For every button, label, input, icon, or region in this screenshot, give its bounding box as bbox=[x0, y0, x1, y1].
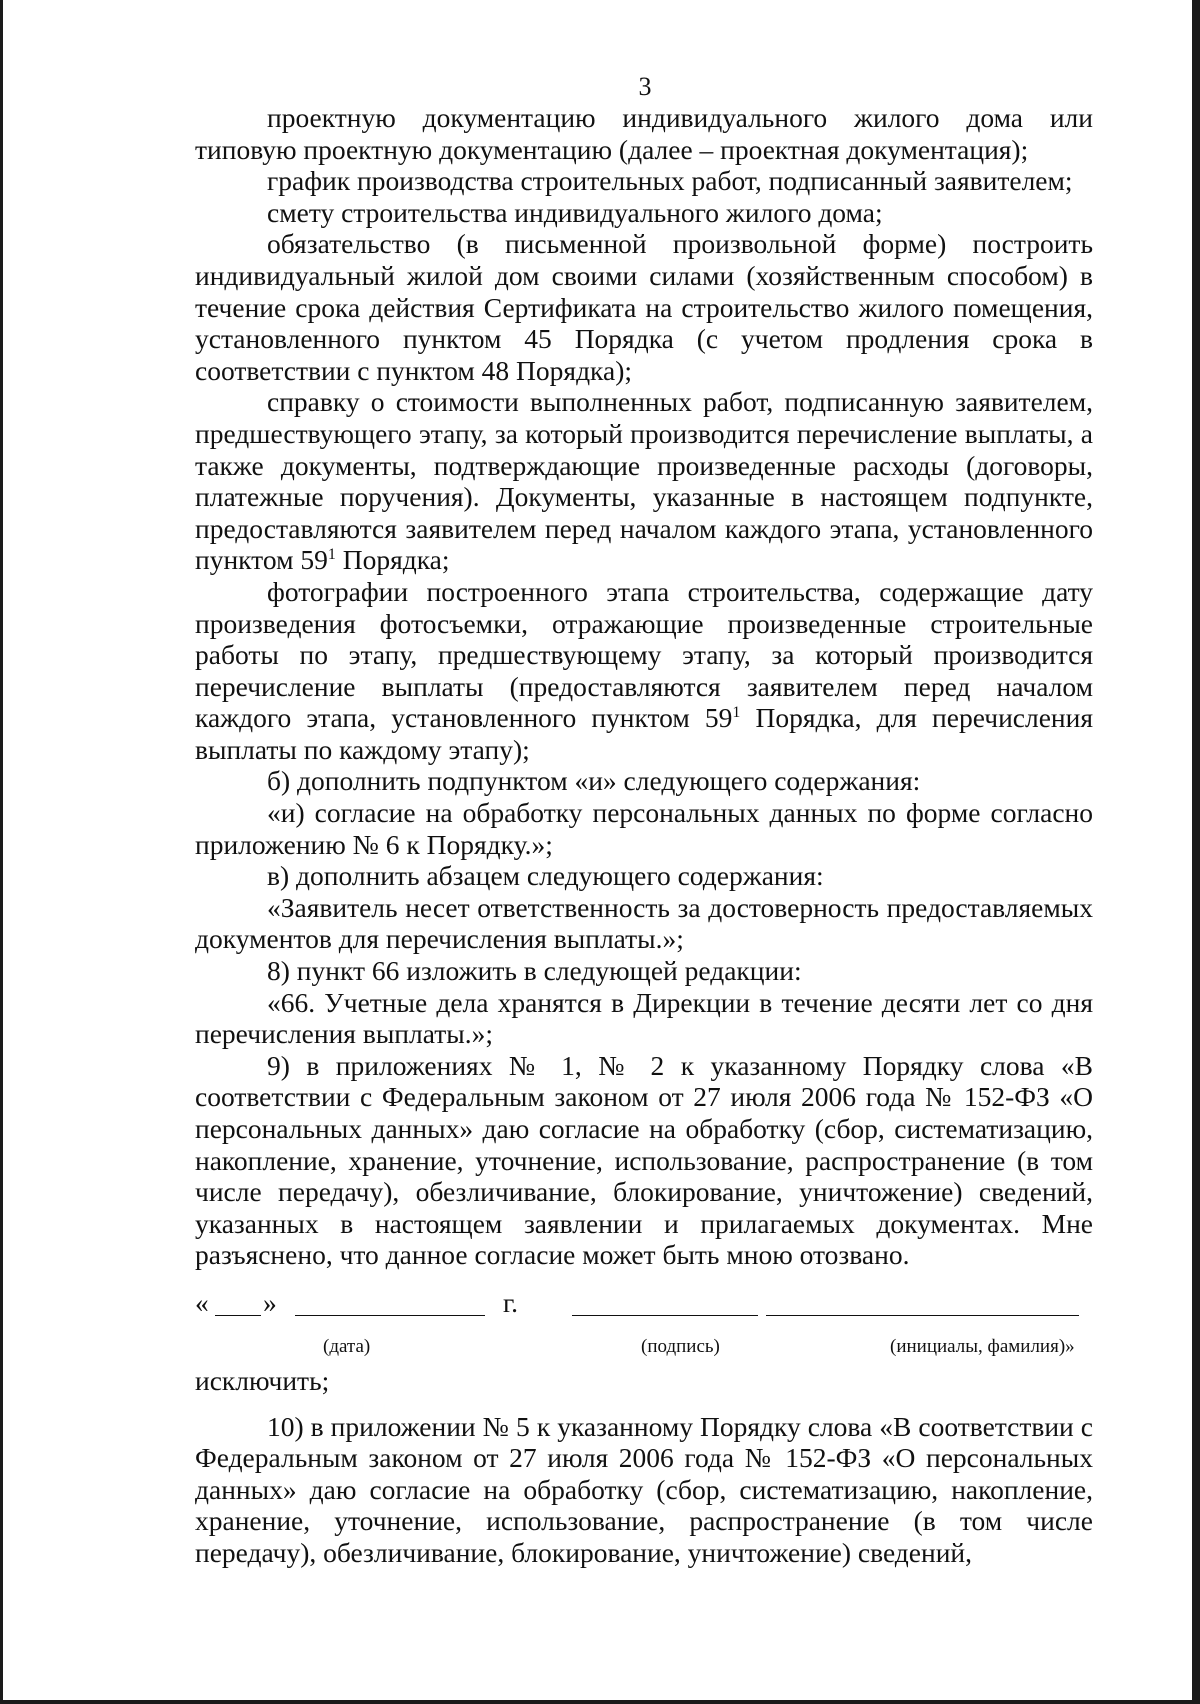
signature-captions bbox=[195, 1327, 1093, 1365]
scan-edge-bottom bbox=[0, 1700, 1200, 1704]
date-caption: (дата) bbox=[323, 1335, 371, 1357]
page-number: 3 bbox=[638, 72, 652, 101]
cost-certificate-tail: Порядка; bbox=[335, 544, 450, 576]
footnote-superscript: 1 bbox=[327, 546, 336, 564]
paragraph-exclude: исключить; bbox=[195, 1364, 330, 1396]
paragraph-project-docs: проектную документацию индивидуального жилого дома или типовую проектную документацию (далее – проектная документация); bbox=[195, 102, 1093, 165]
paragraph-obligation: обязательство (в письменной произвольной форме) построить индивидуальный жилой дом своими силами (хозяйственным способом) в течение срока действия Сертификата на строительство жилого помещения, установленного пунктом 45 Порядка (с учетом продления срока в соответствии с пунктом 48 Порядка); bbox=[195, 228, 1093, 386]
name-caption: (инициалы, фамилия)» bbox=[890, 1335, 1075, 1357]
paragraph-photos bbox=[195, 576, 1093, 766]
day-line bbox=[215, 1315, 261, 1316]
open-quote: « bbox=[195, 1286, 209, 1318]
spacer bbox=[195, 1397, 1093, 1411]
signature-line bbox=[572, 1315, 758, 1316]
document-body bbox=[195, 102, 1093, 1569]
year-suffix: г. bbox=[503, 1286, 519, 1318]
name-line bbox=[766, 1315, 1079, 1316]
paragraph-estimate: смету строительства индивидуального жилого дома; bbox=[267, 196, 883, 228]
photos-text: фотографии построенного этапа строительства, содержащие дату произведения фотосъемки, отражающие произведенные строительные работы по этапу, предшествующему этапу, за который производится перечисление выплаты (предоставляются заявителем перед началом каждого этапа, установленного пунктом 59 bbox=[195, 575, 1093, 734]
paragraph-9: 9) в приложениях № 1, № 2 к указанному Порядку слова «В соответствии с Федеральным законом от 27 июля 2006 года № 152-ФЗ «О персональных данных» даю согласие на обработку (сбор, систематизацию, накопление, хранение, уточнение, использование, распространение (в том числе передачу), обезличивание, блокирование, уничтожение) сведений, указанных в настоящем заявлении и прилагаемых документах. Мне разъяснено, что данное согласие может быть мною отозвано. bbox=[195, 1049, 1093, 1271]
close-quote: » bbox=[263, 1286, 277, 1318]
paragraph-b: б) дополнить подпунктом «и» следующего содержания: bbox=[267, 765, 921, 797]
paragraph-cost-certificate bbox=[195, 386, 1093, 576]
cost-certificate-text: справку о стоимости выполненных работ, подписанную заявителем, предшествующего этапу, за который производится перечисление выплаты, а также документы, подтверждающие произведенные расходы (договоры, платежные поручения). Документы, указанные в настоящем подпункте, предоставляются заявителем перед началом каждого этапа, установленного пунктом 59 bbox=[195, 386, 1093, 576]
signature-row bbox=[195, 1281, 1093, 1327]
signature-caption: (подпись) bbox=[641, 1335, 720, 1357]
paragraph-responsibility: «Заявитель несет ответственность за достоверность предоставляемых документов для перечисления выплаты.»; bbox=[195, 891, 1093, 955]
month-line bbox=[295, 1315, 485, 1316]
scan-edge-left bbox=[0, 0, 3, 1704]
photos-tail: Порядка, для перечисления выплаты по каждому этапу); bbox=[195, 702, 1094, 765]
paragraph-i-consent: «и) согласие на обработку персональных данных по форме согласно приложению № 6 к Порядку.»; bbox=[195, 797, 1093, 860]
footnote-superscript: 1 bbox=[732, 704, 741, 722]
paragraph-66: «66. Учетные дела хранятся в Дирекции в течение десяти лет со дня перечисления выплаты.»; bbox=[195, 986, 1093, 1050]
scan-edge-right bbox=[1192, 0, 1200, 1704]
paragraph-v: в) дополнить абзацем следующего содержания: bbox=[267, 860, 824, 892]
paragraph-8: 8) пункт 66 изложить в следующей редакции: bbox=[267, 955, 802, 987]
paragraph-schedule: график производства строительных работ, подписанный заявителем; bbox=[267, 165, 1073, 197]
paragraph-10: 10) в приложении № 5 к указанному Порядку слова «В соответствии с Федеральным законом от 27 июля 2006 года № 152-ФЗ «О персональных данных» даю согласие на обработку (сбор, систематизацию, накопление, хранение, уточнение, использование, распространение (в том числе передачу), обезличивание, блокирование, уничтожение) сведений, bbox=[195, 1410, 1093, 1568]
